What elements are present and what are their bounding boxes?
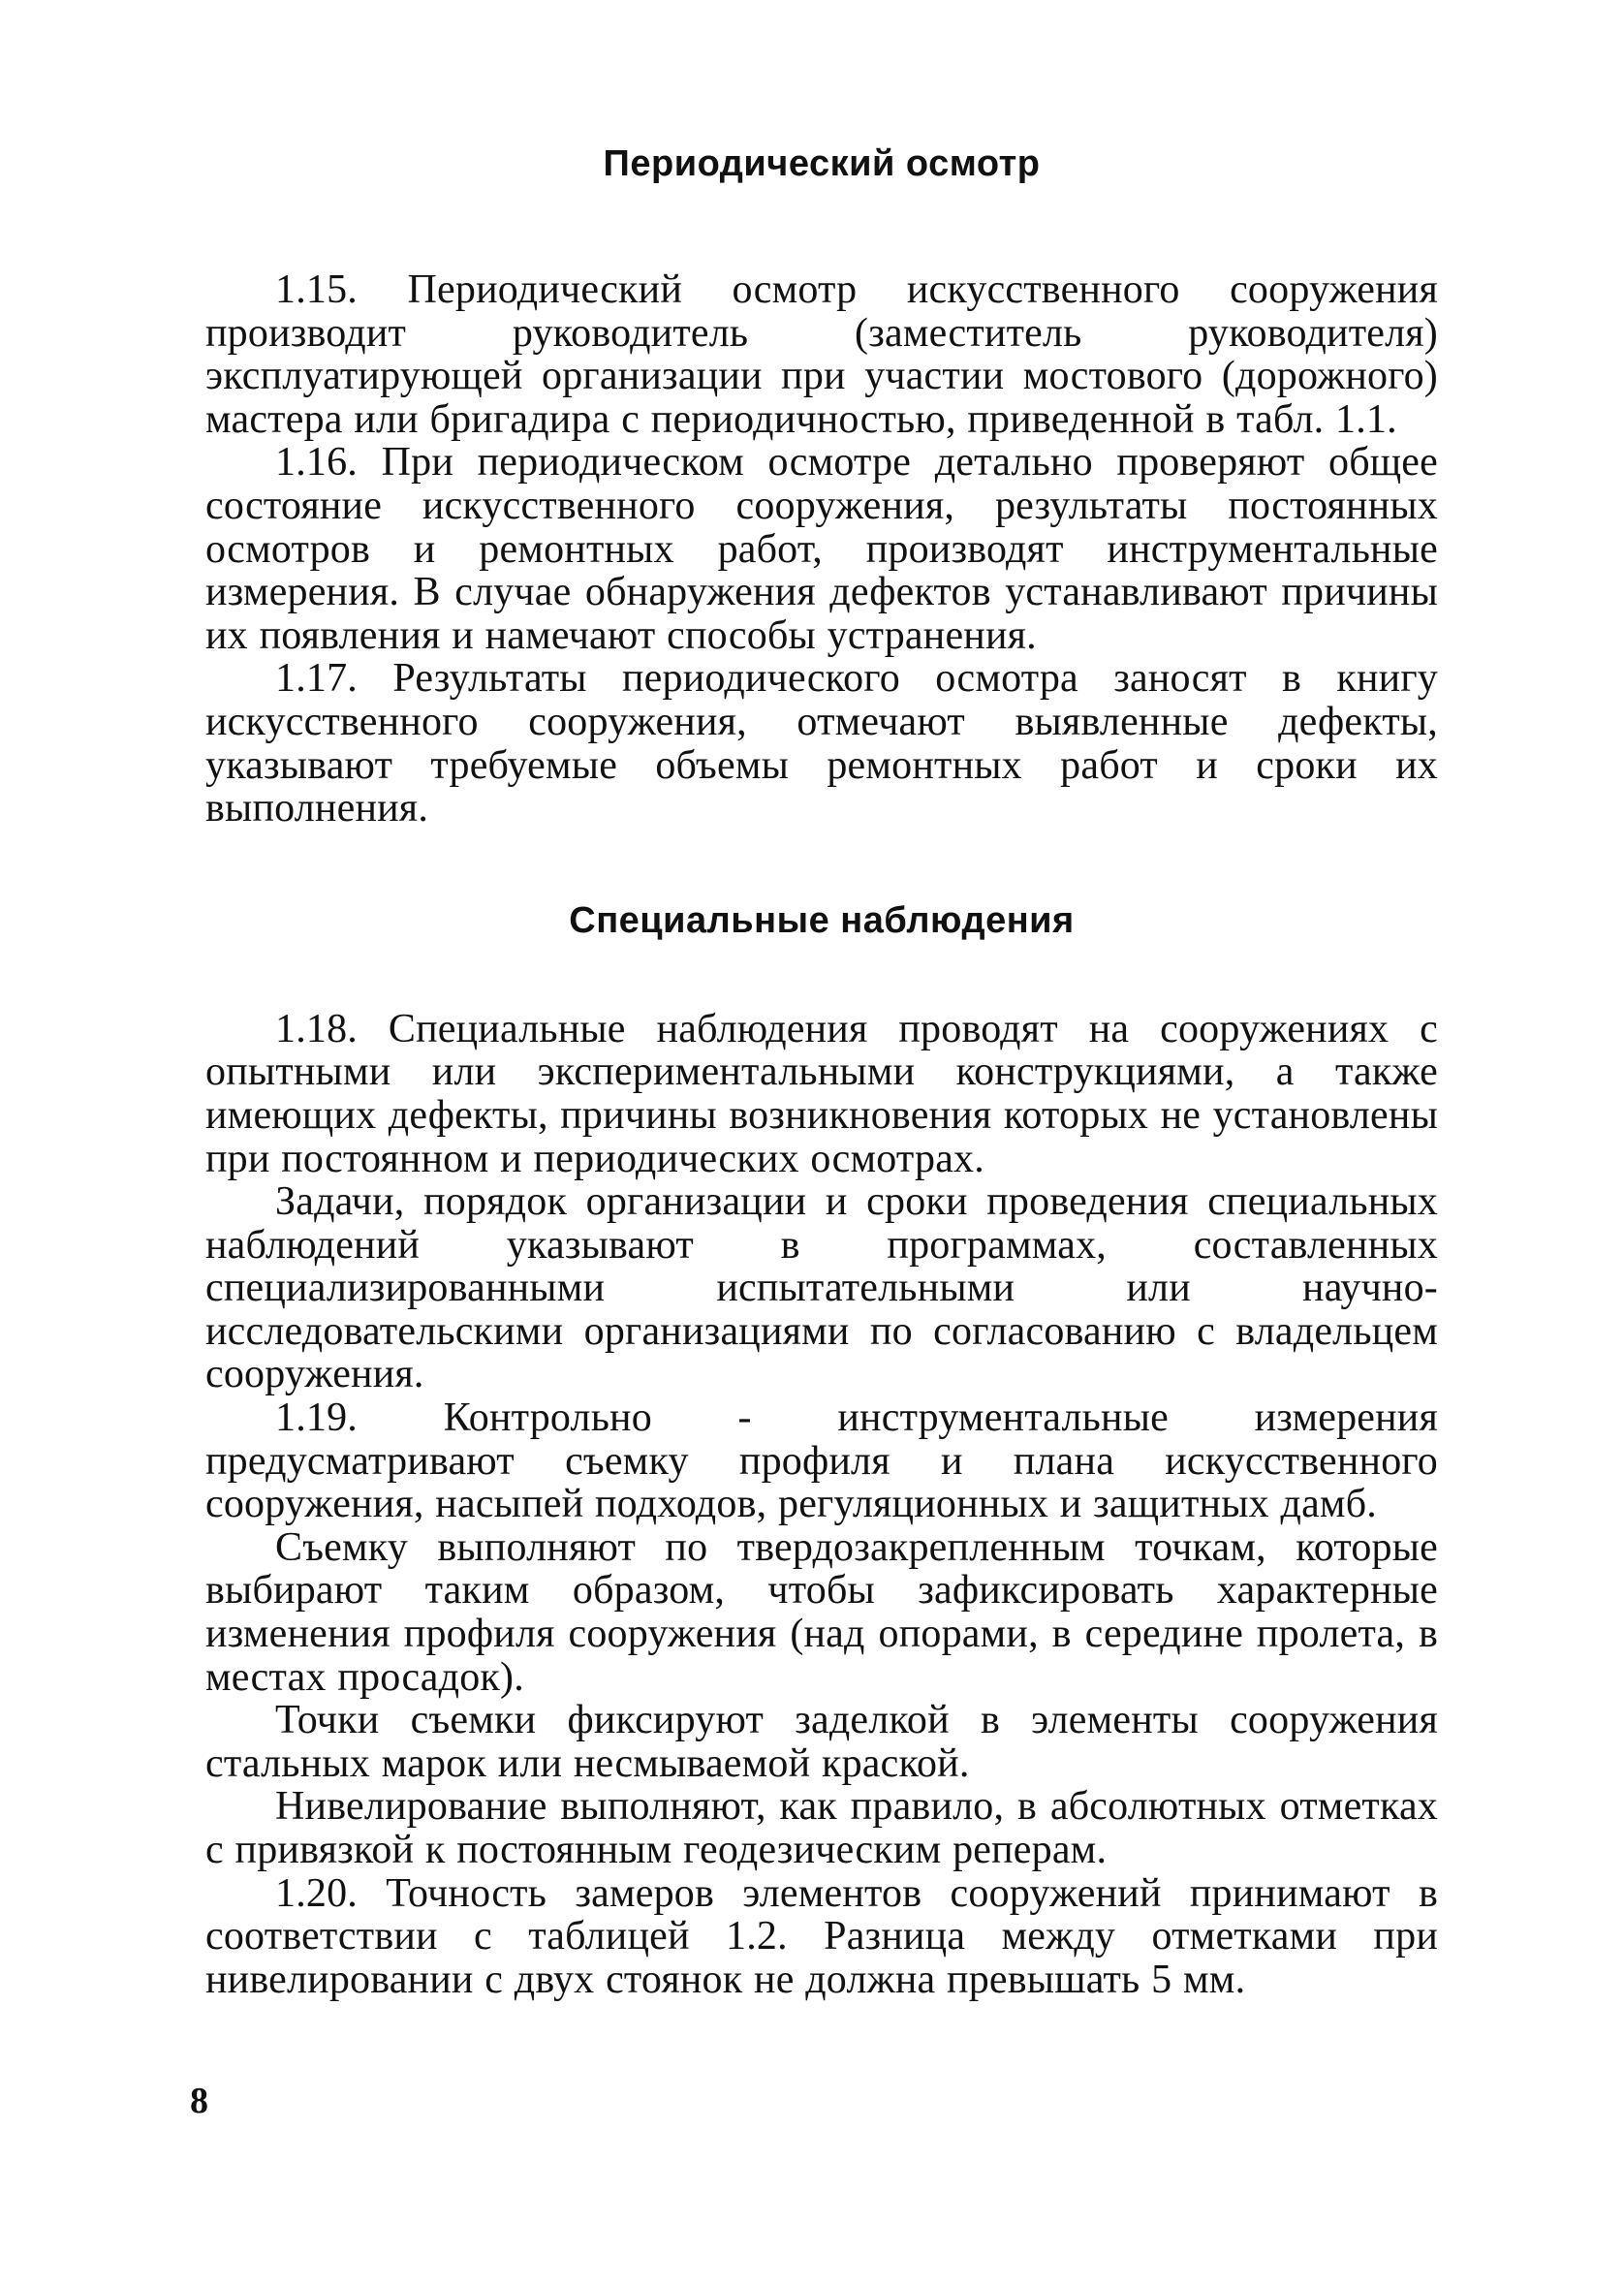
page-content (205, 143, 1438, 2001)
page-number: 8 (190, 2081, 208, 2121)
paragraph-1-18: 1.18. Специальные наблюдения проводят на сооружениях с опытными или экспериментальными конструкциями, а также имеющих дефекты, причины возникновения которых не установлены при постоянном и периодических осмотрах. (205, 1006, 1438, 1181)
paragraph-survey: Съемку выполняют по твердозакрепленным точкам, которые выбирают таким образом, чтобы зафиксировать характерные изменения профиля сооружения (над опорами, в середине пролета, в местах просадок). (205, 1524, 1438, 1700)
section-heading-periodic-inspection: Периодический осмотр (603, 143, 1041, 184)
paragraph-tasks: Задачи, порядок организации и сроки проведения специальных наблюдений указывают в программах, составленных специализированными испытательными или научно-исследовательскими организациями по согласованию с владельцем сооружения. (205, 1179, 1438, 1397)
paragraph-1-20: 1.20. Точность замеров элементов сооружений принимают в соответствии с таблицей 1.2. Разница между отметками при нивелировании с двух стоянок не должна превышать 5 мм. (205, 1870, 1438, 2002)
paragraph-1-17: 1.17. Результаты периодического осмотра заносят в книгу искусственного сооружения, отмечают выявленные дефекты, указывают требуемые объемы ремонтных работ и сроки их выполнения. (205, 656, 1438, 831)
paragraph-1-16: 1.16. При периодическом осмотре детально проверяют общее состояние искусственного сооружения, результаты постоянных осмотров и ремонтных работ, производят инструментальные измерения. В случае обнаружения дефектов устанавливают причины их появления и намечают способы устранения. (205, 440, 1438, 658)
paragraph-survey-points: Точки съемки фиксируют заделкой в элементы сооружения стальных марок или несмываемой краской. (205, 1698, 1438, 1786)
section-heading-special-observations: Специальные наблюдения (569, 899, 1075, 941)
paragraph-1-15: 1.15. Периодический осмотр искусственного сооружения производит руководитель (заместитель руководителя) эксплуатирующей организации при участии мостового (дорожного) мастера или бригадира с периодичностью, приведенной в табл. 1.1. (205, 267, 1438, 442)
paragraph-leveling: Нивелирование выполняют, как правило, в абсолютных отметках с привязкой к постоянным геодезическим реперам. (205, 1784, 1438, 1872)
paragraph-1-19: 1.19. Контрольно - инструментальные измерения предусматривают съемку профиля и плана искусственного сооружения, насыпей подходов, регуляционных и защитных дамб. (205, 1395, 1438, 1527)
